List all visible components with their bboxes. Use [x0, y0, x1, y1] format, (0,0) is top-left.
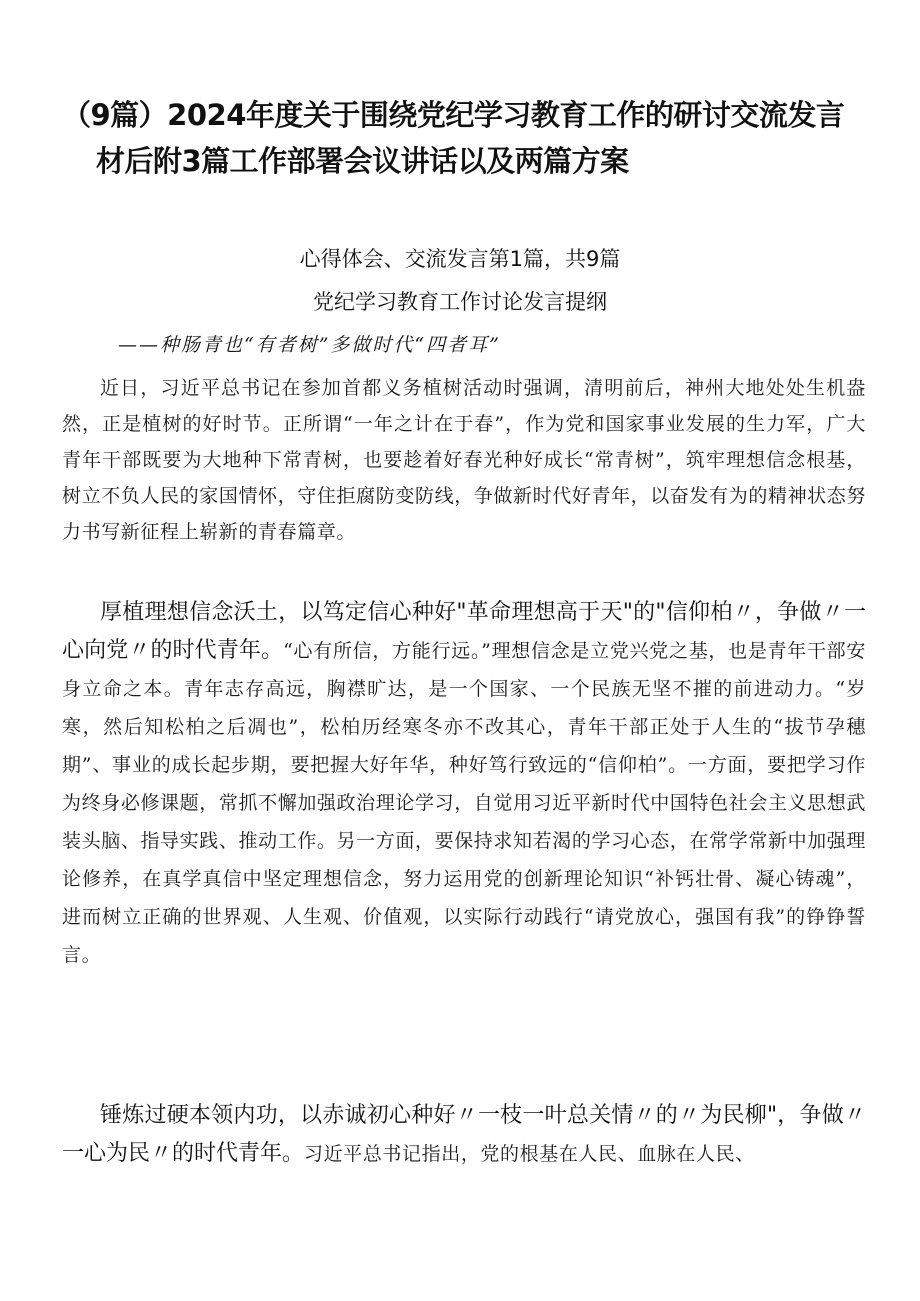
paragraph-ideals-lead: 厚植理想信念沃土，以笃定信心种好"革命理想高于天"的"信仰柏〃，争做〃一心向党〃的时代青年。 — [62, 600, 866, 663]
paragraph-people-lead: 锤炼过硬本领内功，以赤诚初心种好〃一枝一叶总关情〃的〃为民柳"，争做〃一心为民〃的时代青年。 — [62, 1103, 866, 1166]
paragraph-ideals-body: “心有所信，方能行远。”理想信念是立党兴党之基，也是青年干部安身立命之本。青年志存高远，胸襟旷达，是一个国家、一个民族无坚不摧的前进动力。“岁寒，然后知松柏之后凋也”，松柏历经寒冬亦不改其心，青年干部正处于人生的“拔节孕穗期”、事业的成长起步期，要把握大好年华，种好笃行致远的“信仰柏”。一方面，要把学习作为终身必修课题，常抓不懈加强政治理论学习，自觉用习近平新时代中国特色社会主义思想武装头脑、指导实践、推动工作。另一方面，要保持求知若渴的学习心态，在常学常新中加强理论修养，在真学真信中坚定理想信念，努力运用党的创新理论知识“补钙壮骨、凝心铸魂”，进而树立正确的世界观、人生观、价值观，以实际行动践行“请党放心，强国有我”的铮铮誓言。 — [62, 640, 866, 966]
article-subtitle: ——种肠青也“有者树”多做时代“四者耳” — [118, 334, 501, 356]
paragraph-ideals — [62, 594, 866, 974]
paragraph-people-body: 习近平总书记指出，党的根基在人民、血脉在人民、 — [304, 1143, 755, 1165]
paragraph-intro: 近日，习近平总书记在参加首都义务植树活动时强调，清明前后，神州大地处处生机盎然，正是植树的好时节。正所谓“一年之计在于春”，作为党和国家事业发展的生力军，广大青年干部既要为大地种下常青树，也要趁着好春光种好成长“常青树”，筑牢理想信念根基，树立不负人民的家国情怀，守住拒腐防变防线，争做新时代好青年，以奋发有为的精神状态努力书写新征程上崭新的青春篇章。 — [62, 377, 866, 543]
section-counter: 心得体会、交流发言第1篇，共9篇 — [299, 247, 621, 271]
article-title: 党纪学习教育工作讨论发言提纲 — [313, 290, 607, 314]
paragraph-people — [62, 1097, 866, 1173]
document-title — [62, 92, 882, 184]
document-title-line2: 材后附3篇工作部署会议讲话以及两篇方案 — [96, 144, 629, 178]
document-title-line1: （9篇）2024年度关于围绕党纪学习教育工作的研讨交流发言 — [62, 98, 845, 132]
